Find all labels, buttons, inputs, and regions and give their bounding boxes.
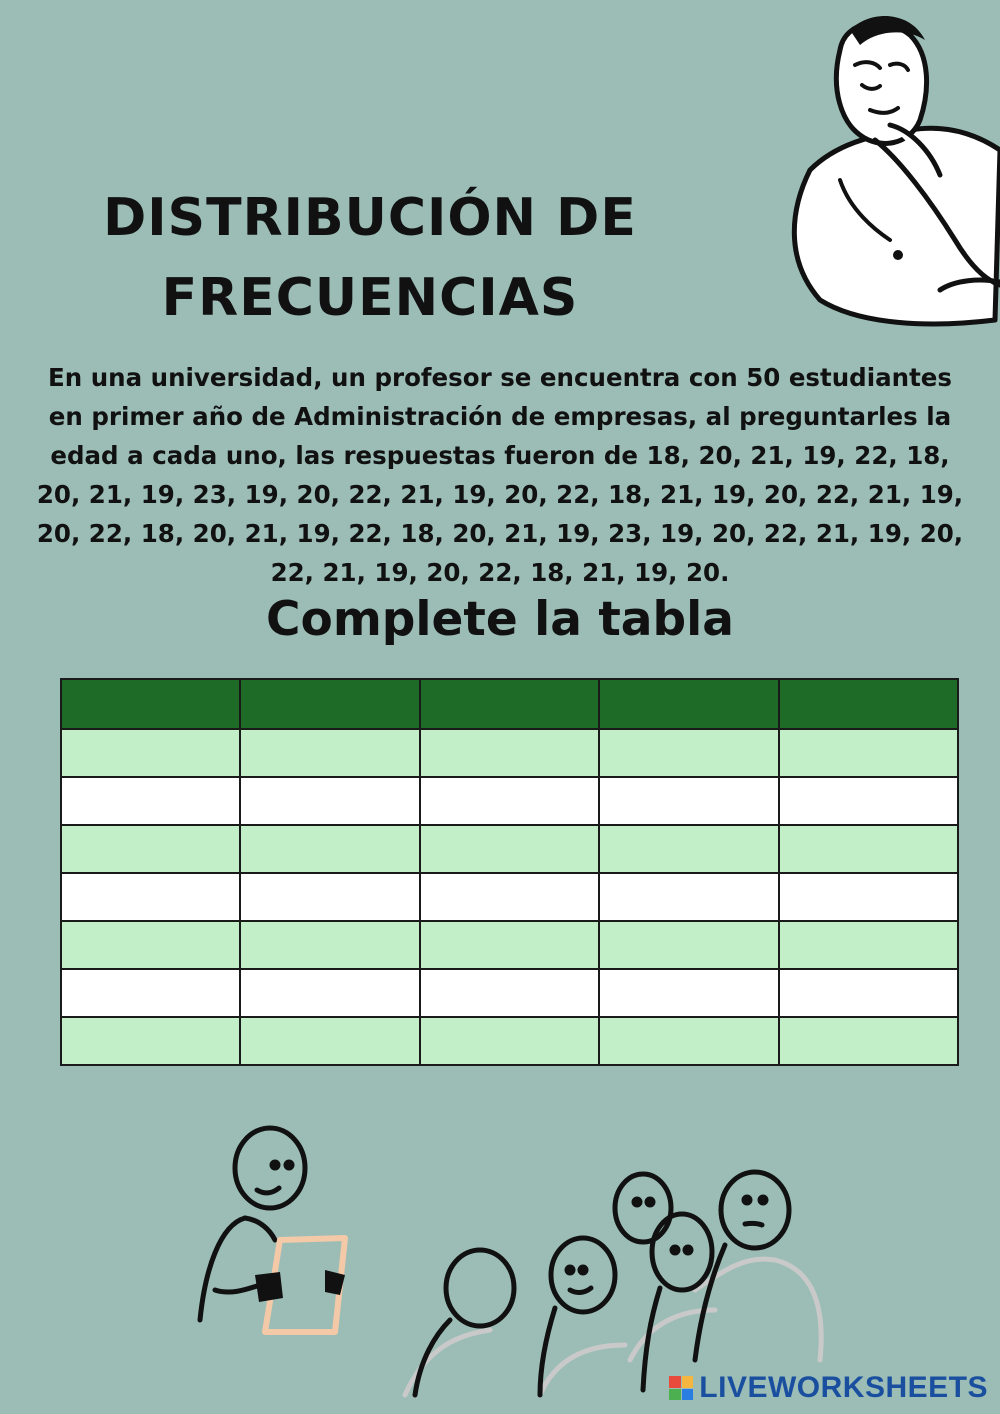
table-cell[interactable]	[420, 679, 599, 729]
table-cell[interactable]	[61, 825, 240, 873]
table-row	[61, 777, 958, 825]
table-cell[interactable]	[420, 1017, 599, 1065]
title-line-2: FRECUENCIAS	[161, 268, 579, 328]
table-cell[interactable]	[61, 679, 240, 729]
table-cell[interactable]	[420, 825, 599, 873]
table-cell[interactable]	[240, 873, 419, 921]
table-cell[interactable]	[240, 729, 419, 777]
table-cell[interactable]	[599, 777, 778, 825]
table-cell[interactable]	[779, 1017, 958, 1065]
table-header-row	[61, 679, 958, 729]
audience-illustration	[395, 1160, 835, 1400]
table-cell[interactable]	[61, 921, 240, 969]
instruction-heading: Complete la tabla	[266, 592, 734, 647]
table-row	[61, 921, 958, 969]
table-row	[61, 1017, 958, 1065]
table-cell[interactable]	[599, 969, 778, 1017]
table-cell[interactable]	[779, 729, 958, 777]
table-cell[interactable]	[61, 777, 240, 825]
table-cell[interactable]	[240, 679, 419, 729]
table-cell[interactable]	[599, 873, 778, 921]
table-cell[interactable]	[240, 1017, 419, 1065]
table-cell[interactable]	[240, 777, 419, 825]
title-line-1: DISTRIBUCIÓN DE	[103, 188, 637, 248]
table-cell[interactable]	[779, 679, 958, 729]
table-cell[interactable]	[599, 679, 778, 729]
table-cell[interactable]	[779, 777, 958, 825]
table-row	[61, 729, 958, 777]
table-cell[interactable]	[61, 873, 240, 921]
table-row	[61, 873, 958, 921]
table-cell[interactable]	[61, 1017, 240, 1065]
table-row	[61, 969, 958, 1017]
liveworksheets-brand[interactable]	[669, 1370, 988, 1406]
table-cell[interactable]	[240, 921, 419, 969]
table-cell[interactable]	[61, 969, 240, 1017]
table-cell[interactable]	[599, 825, 778, 873]
table-cell[interactable]	[779, 969, 958, 1017]
table-cell[interactable]	[240, 825, 419, 873]
table-cell[interactable]	[61, 729, 240, 777]
table-cell[interactable]	[420, 921, 599, 969]
table-cell[interactable]	[420, 777, 599, 825]
table-cell[interactable]	[240, 969, 419, 1017]
table-cell[interactable]	[779, 873, 958, 921]
table-cell[interactable]	[599, 729, 778, 777]
table-cell[interactable]	[420, 873, 599, 921]
table-row	[61, 825, 958, 873]
table-cell[interactable]	[599, 921, 778, 969]
table-cell[interactable]	[599, 1017, 778, 1065]
liveworksheets-logo-icon	[669, 1376, 693, 1400]
table-cell[interactable]	[779, 825, 958, 873]
thinking-man-illustration	[780, 10, 1000, 330]
table-cell[interactable]	[779, 921, 958, 969]
brand-name: LIVEWORKSHEETS	[699, 1371, 988, 1404]
frequency-table	[60, 678, 959, 1066]
problem-statement: En una universidad, un profesor se encuentra con 50 estudiantes en primer año de Administración de empresas, al preguntarles la edad a cada uno, las respuestas fueron de 18, 20, 21, 19, 22, 18, 20, 21, 19, 23, 19, 20, 22, 21, 19, 20, 22, 18, 21, 19, 20, 22, 21, 19, 20, 22, 18, 20, 21, 19, 22, 18, 20, 21, 19, 23, 19, 20, 22, 21, 19, 20, 22, 21, 19, 20, 22, 18, 21, 19, 20.	[36, 363, 964, 587]
table-cell[interactable]	[420, 969, 599, 1017]
presenter-illustration	[185, 1120, 365, 1350]
worksheet-title	[60, 178, 680, 338]
table-cell[interactable]	[420, 729, 599, 777]
